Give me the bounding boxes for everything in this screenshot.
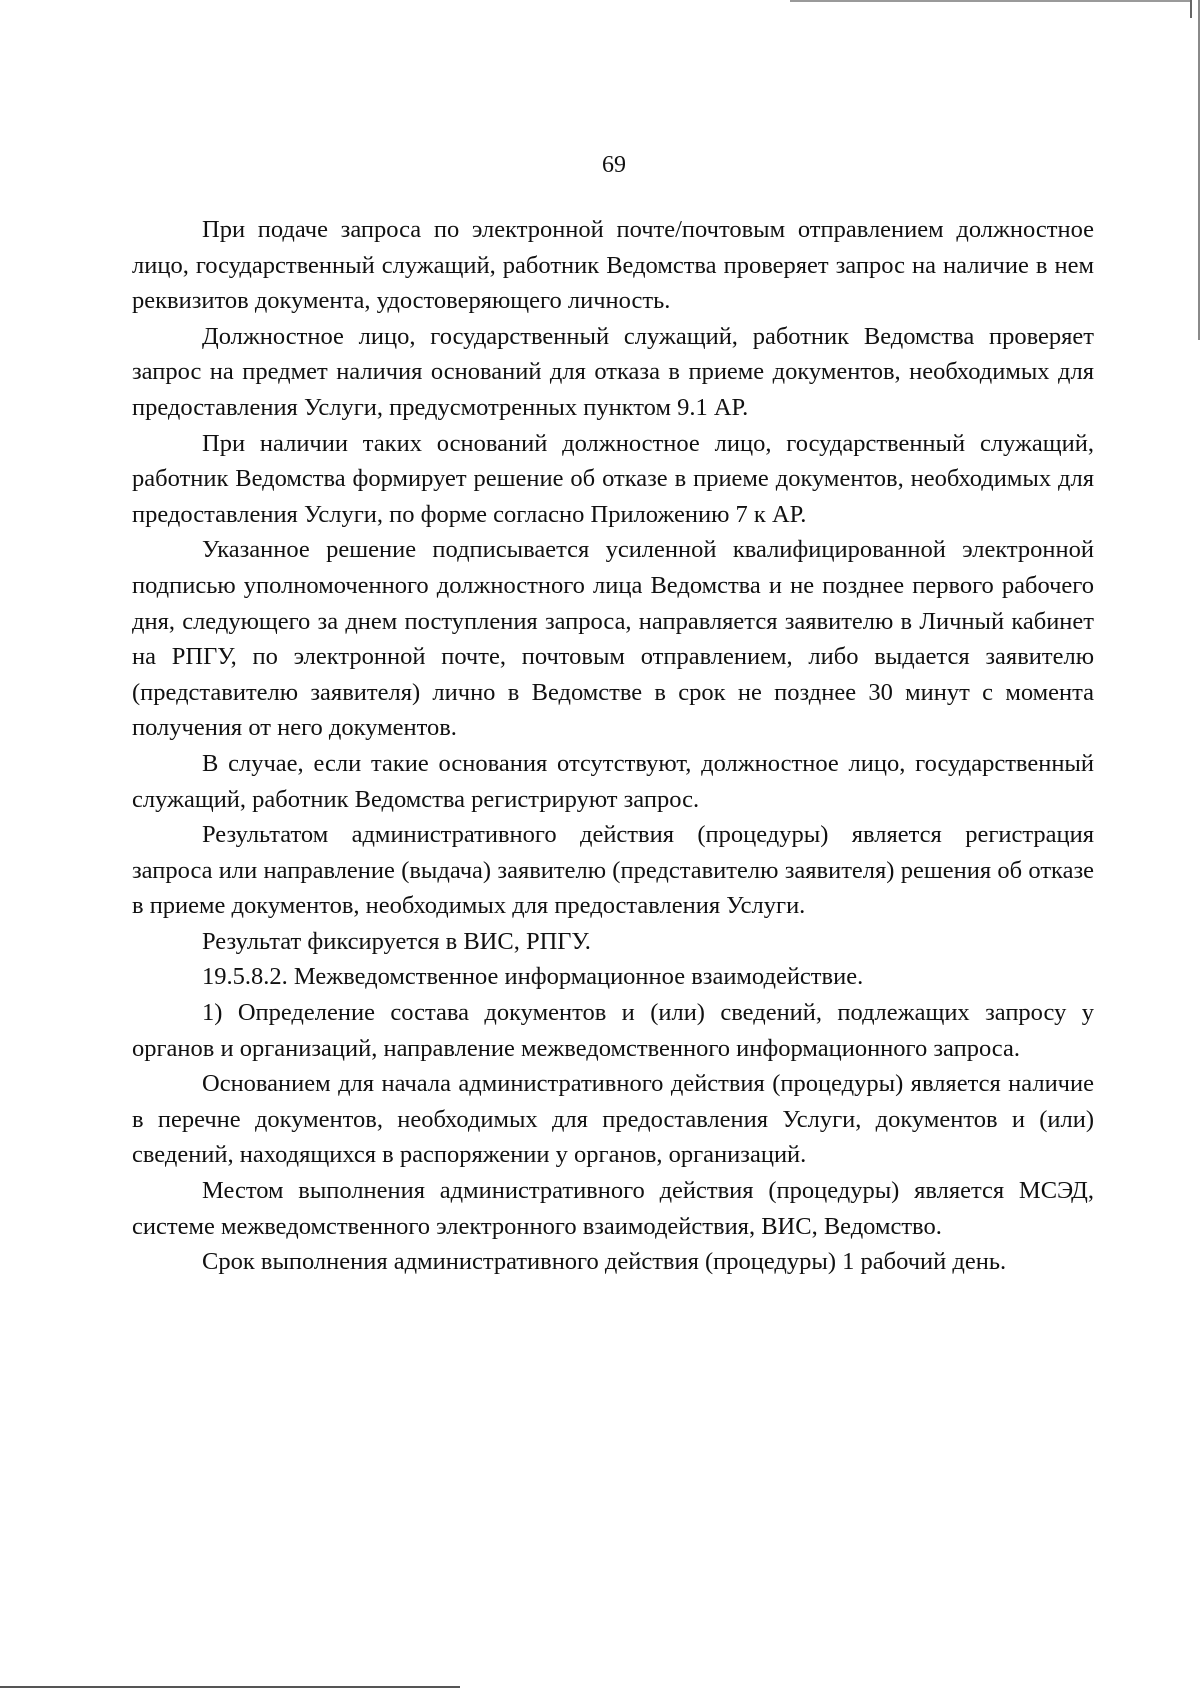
scan-edge-top: [790, 0, 1190, 2]
paragraph-basis: Основанием для начала административного действия (процедуры) является наличие в перечне документов, необходимых для предоставления Услуги, документов и (или) сведений, находящихся в распоряжении у органов, организаций.: [132, 1070, 1094, 1169]
paragraph-document-composition: 1) Определение состава документов и (или) сведений, подлежащих запросу у органов и организаций, направление межведомственного информационного запроса.: [132, 999, 1094, 1062]
paragraph-registration: В случае, если такие основания отсутствуют, должностное лицо, государственный служащий, работник Ведомства регистрируют запрос.: [132, 749, 1094, 813]
paragraph-deadline: Срок выполнения административного действия (процедуры) 1 рабочий день.: [202, 1248, 1007, 1276]
document-body: [132, 212, 1094, 1280]
paragraph-result: Результатом административного действия (процедуры) является регистрация запроса или направление (выдача) заявителю (представителю заявителя) решения об отказе в приеме документов, необходимых для предоставления Услуги.: [132, 821, 1094, 920]
section-heading-interagency: 19.5.8.2. Межведомственное информационное взаимодействие.: [202, 963, 864, 991]
paragraph-place: Местом выполнения административного действия (процедуры) является МСЭД, системе межведомственного электронного взаимодействия, ВИС, Ведомство.: [132, 1177, 1094, 1240]
paragraph-grounds-check: Должностное лицо, государственный служащий, работник Ведомства проверяет запрос на предмет наличия оснований для отказа в приеме документов, необходимых для предоставления Услуги, предусмотренных пунктом 9.1 АР.: [132, 322, 1094, 421]
paragraph-decision-signing: Указанное решение подписывается усиленной квалифицированной электронной подписью уполномоченного должностного лица Ведомства и не позднее первого рабочего дня, следующего за днем поступления запроса, направляется заявителю в Личный кабинет на РПГУ, по электронной почте, почтовым отправлением, либо выдается заявителю (представителю заявителя) лично в Ведомстве в срок не позднее 30 минут с момента получения от него документов.: [132, 536, 1094, 742]
scan-edge-corner: [1190, 0, 1192, 18]
paragraph-result-fixed: Результат фиксируется в ВИС, РПГУ.: [202, 927, 591, 955]
paragraph-refusal-decision: При наличии таких оснований должностное лицо, государственный служащий, работник Ведомства формирует решение об отказе в приеме документов, необходимых для предоставления Услуги, по форме согласно Приложению 7 к АР.: [132, 429, 1094, 528]
paragraph-email-check: При подаче запроса по электронной почте/почтовым отправлением должностное лицо, государственный служащий, работник Ведомства проверяет запрос на наличие в нем реквизитов документа, удостоверяющего личность.: [132, 216, 1094, 315]
page-number: 69: [602, 152, 626, 178]
